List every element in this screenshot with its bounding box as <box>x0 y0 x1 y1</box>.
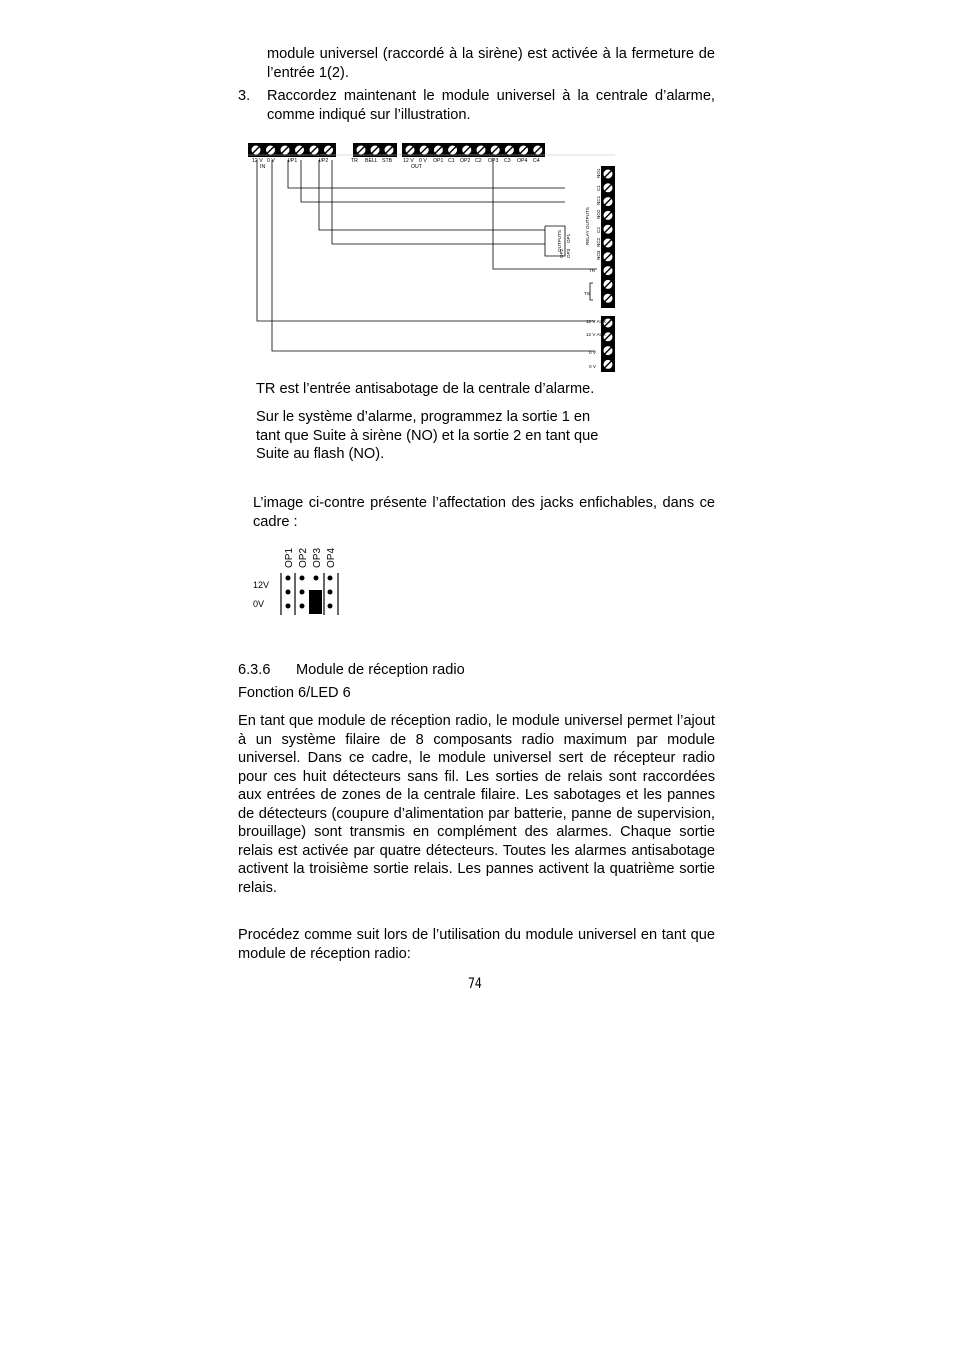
label-stb: STB <box>382 158 393 164</box>
label-op1-right: OP1 <box>566 233 571 243</box>
jumper-col-op2: OP2 <box>298 547 309 568</box>
terminal-screw <box>405 145 415 155</box>
label-op3-right: OP3 <box>566 248 571 258</box>
label-ip2: I/P2 <box>319 158 329 164</box>
label-no2: NO2 <box>596 209 601 219</box>
label-c1-right: C1 <box>596 185 601 191</box>
tr-note: TR est l’entrée antisabotage de la centrale d’alarme. <box>256 381 595 397</box>
wires <box>257 158 597 351</box>
label-bell: BELL <box>365 158 378 164</box>
label-c3-top: C3 <box>504 158 511 164</box>
terminal-screw <box>603 224 613 234</box>
terminal-screw <box>419 145 429 155</box>
label-tr-right: TR <box>589 268 596 273</box>
terminal-screw <box>309 145 319 155</box>
jumper-col-op3: OP3 <box>312 547 323 568</box>
label-op2-top: OP2 <box>460 158 471 164</box>
intro-continuation: module universel (raccordé à la sirène) est activée à la fermeture de l’entrée 1(2). <box>267 46 715 81</box>
terminal-screw <box>295 145 305 155</box>
label-op2-right: OP2 <box>559 248 564 258</box>
terminal-screw <box>603 252 613 262</box>
terminal-screw <box>603 238 613 248</box>
section-title: Module de réception radio <box>296 662 465 678</box>
jumper-col-op1: OP1 <box>284 547 295 568</box>
section-number: 6.3.6 <box>238 662 271 678</box>
jumper-block <box>309 590 322 614</box>
terminal-screw <box>603 346 613 356</box>
jack-text: L’image ci-contre présente l’affectation des jacks enfichables, dans ce cadre : <box>253 495 715 530</box>
terminal-screw <box>324 145 334 155</box>
terminal-screw <box>433 145 443 155</box>
label-out: OUT <box>411 164 422 170</box>
terminal-screw <box>462 145 472 155</box>
jumper-row-0v: 0V <box>253 599 265 609</box>
terminal-screw <box>533 145 543 155</box>
label-c2-right: C2 <box>596 227 601 233</box>
terminal-screw <box>603 359 613 369</box>
label-c4-top: C4 <box>533 158 540 164</box>
label-tr-top: TR <box>351 158 358 164</box>
step-number: 3. <box>238 88 251 104</box>
terminal-screw <box>384 145 394 155</box>
terminal-screw <box>603 266 613 276</box>
label-0v-right-1: 0 V <box>589 350 596 355</box>
program-note-line2: tant que Suite à sirène (NO) et la sortie 2 en tant que <box>256 427 599 444</box>
label-c2-top: C2 <box>475 158 482 164</box>
terminal-screw <box>603 183 613 193</box>
label-in: IN <box>260 164 266 170</box>
terminal-screw <box>504 145 514 155</box>
label-aux-2: 12 V AUX <box>586 332 606 337</box>
label-no1: NO1 <box>596 168 601 178</box>
program-note-line3: Suite au flash (NO). <box>256 446 385 462</box>
terminal-screw <box>603 279 613 289</box>
label-ts: TS <box>584 291 590 296</box>
terminal-screw <box>266 145 276 155</box>
program-note <box>256 408 656 464</box>
label-ip1: I/P1 <box>288 158 298 164</box>
label-op1-top: OP1 <box>433 158 444 164</box>
wiring-diagram <box>245 140 625 375</box>
jumper-col-op4: OP4 <box>326 547 337 568</box>
label-nc1: NC1 <box>596 195 601 205</box>
label-0v-out: 0 V <box>419 158 427 164</box>
paragraph-1: En tant que module de réception radio, le module universel permet l’ajout à un système filaire de 8 composants radio maximum par module universel. Dans ce cadre, le module universel sert de récepteur radio pour ces huit détecteurs sans fil. Les sorties de relais sont raccordées aux entrées de zones de la centrale filaire. Les sabotages et les pannes de détecteurs (coupure d’alimentation par batterie, panne de supervision, brouillage) sont transmis en complément des alarmes. Chaque sortie relais est activée par quatre détecteurs. Toutes les alarmes antisabotage activent la troisième sortie relais. Les pannes activent la quatrième sortie relais. <box>238 713 715 896</box>
label-relay-outputs: RELAY OUTPUTS <box>585 207 590 245</box>
terminal-screw <box>519 145 529 155</box>
terminal-screw <box>280 145 290 155</box>
label-aux-1: 12 V AUX <box>586 319 606 324</box>
label-0v-in: 0 V <box>267 158 275 164</box>
label-12v-in: 12 V <box>252 158 263 164</box>
label-op3-top: OP3 <box>488 158 499 164</box>
label-0v-right-2: 0 V <box>589 364 596 369</box>
terminal-screw <box>448 145 458 155</box>
jumper-row-12v: 12V <box>253 580 270 590</box>
right-terminal-column <box>601 166 615 372</box>
terminal-screw <box>603 293 613 303</box>
terminal-screw <box>476 145 486 155</box>
terminal-screw <box>603 210 613 220</box>
terminal-screw <box>370 145 380 155</box>
terminal-screw <box>603 169 613 179</box>
label-nc2: NC2 <box>596 237 601 247</box>
label-outputs: OUTPUTS <box>557 230 562 252</box>
page-number: 74 <box>468 976 482 992</box>
terminal-screw <box>356 145 366 155</box>
label-12v-out: 12 V <box>403 158 414 164</box>
label-no3: NO3 <box>596 250 601 260</box>
label-op4-top: OP4 <box>517 158 528 164</box>
paragraph-2: Procédez comme suit lors de l’utilisation du module universel en tant que module de réception radio: <box>238 927 715 962</box>
step-text: Raccordez maintenant le module universel à la centrale d’alarme, comme indiqué sur l’illustration. <box>267 88 715 123</box>
terminal-screw <box>251 145 261 155</box>
label-c1-top: C1 <box>448 158 455 164</box>
terminal-screw <box>603 197 613 207</box>
terminal-screw <box>490 145 500 155</box>
section-function: Fonction 6/LED 6 <box>238 685 351 701</box>
jumper-diagram <box>250 540 360 620</box>
program-note-line1: Sur le système d’alarme, programmez la sortie 1 en <box>256 409 591 425</box>
